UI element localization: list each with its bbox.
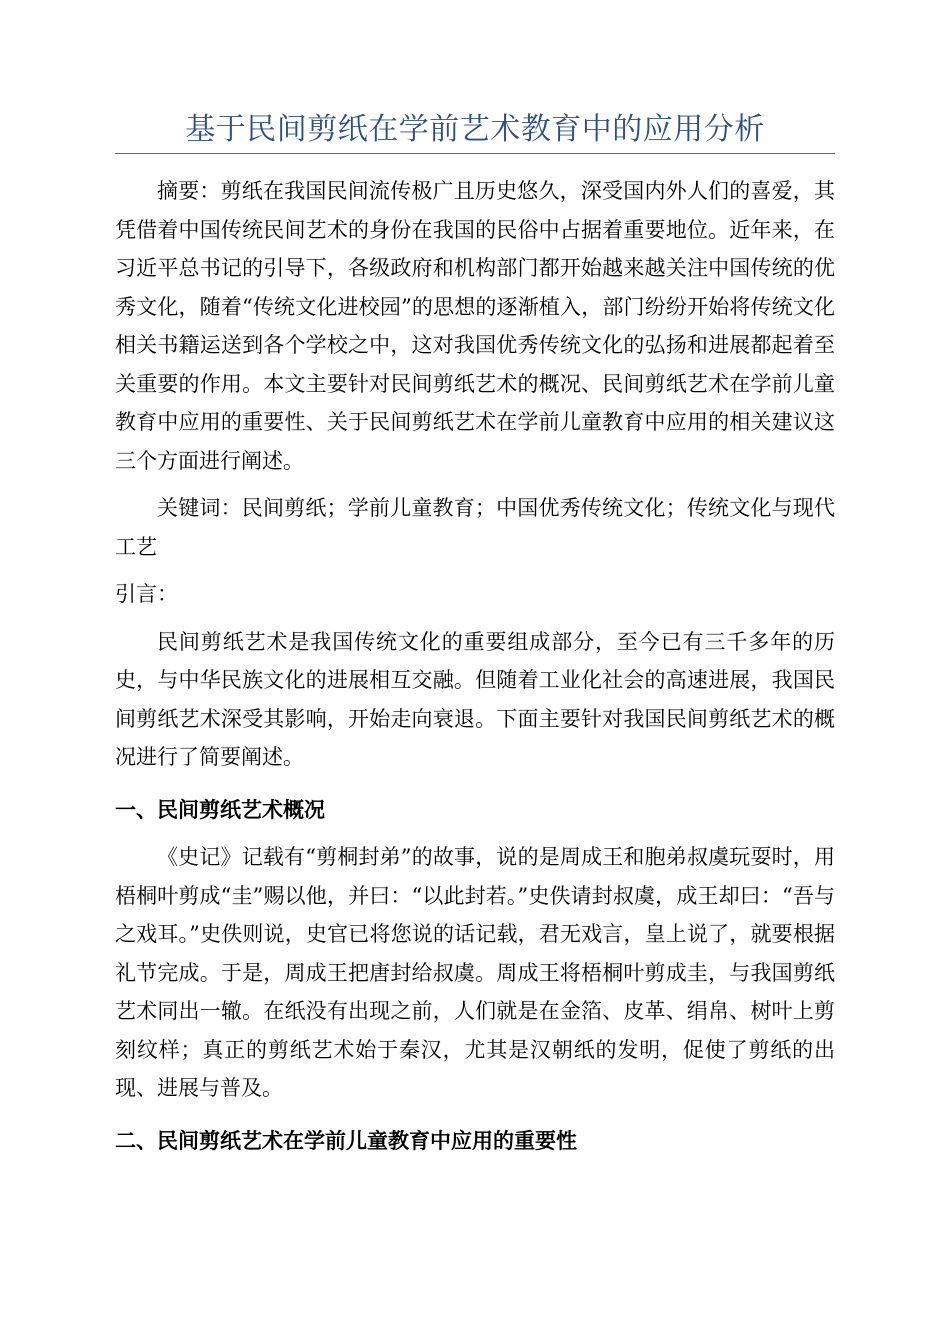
document-body [115, 172, 835, 1160]
intro-paragraph: 民间剪纸艺术是我国传统文化的重要组成部分，至今已有三千多年的历史，与中华民族文化的进展相互交融。但随着工业化社会的高速进展，我国民间剪纸艺术深受其影响，开始走向衰退。下面主要针对我国民间剪纸艺术的概况进行了简要阐述。 [115, 629, 835, 769]
section-1-heading: 一、民间剪纸艺术概况 [115, 797, 325, 822]
title-underline [115, 153, 835, 154]
document-title: 基于民间剪纸在学前艺术教育中的应用分析 [185, 112, 765, 147]
section-2-heading: 二、民间剪纸艺术在学前儿童教育中应用的重要性 [115, 1128, 577, 1153]
intro-label: 引言： [115, 582, 178, 606]
keywords-paragraph: 关键词：民间剪纸；学前儿童教育；中国优秀传统文化；传统文化与现代工艺 [115, 496, 835, 559]
section-1-paragraph: 《史记》记载有“剪桐封弟”的故事，说的是周成王和胞弟叔虞玩耍时，用梧桐叶剪成“圭”赐以他，并曰：“以此封若。”史佚请封叔虞，成王却曰：“吾与之戏耳。”史佚则说，史官已将您说的话记载，君无戏言，皇上说了，就要根据礼节完成。于是，周成王把唐封给叔虞。周成王将梧桐叶剪成圭，与我国剪纸艺术同出一辙。在纸没有出现之前，人们就是在金箔、皮革、绢帛、树叶上剪刻纹样；真正的剪纸艺术始于秦汉，尤其是汉朝纸的发明，促使了剪纸的出现、进展与普及。 [115, 845, 835, 1100]
abstract-paragraph: 摘要：剪纸在我国民间流传极广且历史悠久，深受国内外人们的喜爱，其凭借着中国传统民间艺术的身份在我国的民俗中占据着重要地位。近年来，在习近平总书记的引导下，各级政府和机构部门都开始越来越关注中国传统的优秀文化，随着“传统文化进校园”的思想的逐渐植入，部门纷纷开始将传统文化相关书籍运送到各个学校之中，这对我国优秀传统文化的弘扬和进展都起着至关重要的作用。本文主要针对民间剪纸艺术的概况、民间剪纸艺术在学前儿童教育中应用的重要性、关于民间剪纸艺术在学前儿童教育中应用的相关建议这三个方面进行阐述。 [115, 179, 835, 473]
